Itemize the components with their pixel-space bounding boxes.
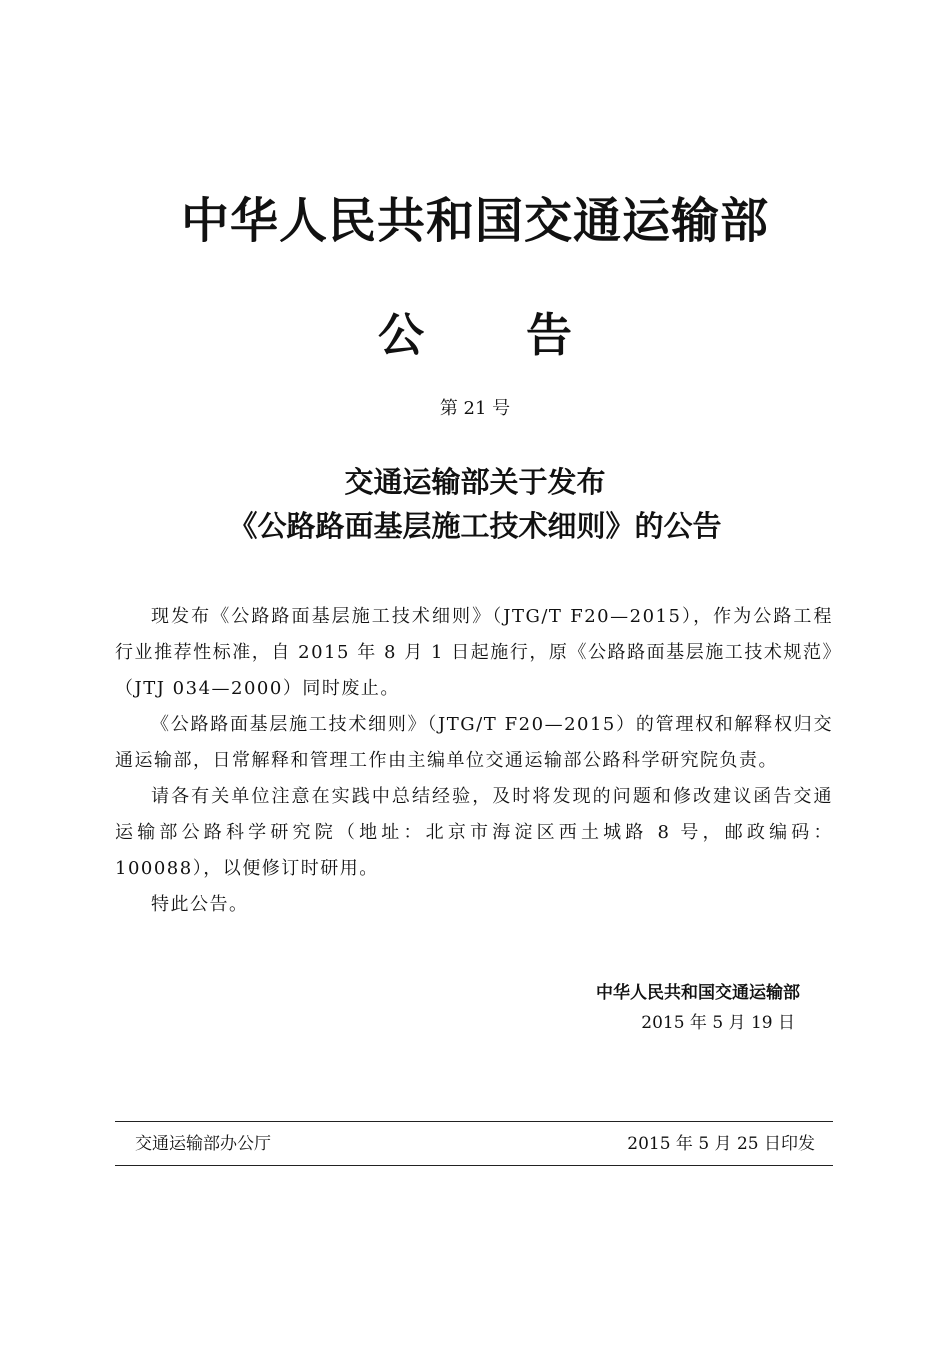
ministry-heading: 中华人民共和国交通运输部 bbox=[180, 193, 769, 249]
body-paragraph-1: 现发布《公路路面基层施工技术细则》（JTG/T F20—2015），作为公路工程行业推荐性标准，自 2015 年 8 月 1 日起施行，原《公路路面基层施工技术规范》（JTJ 034—2000）同时废止。 bbox=[115, 606, 833, 699]
body-paragraph-4: 特此公告。 bbox=[151, 894, 249, 915]
body-paragraph-2: 《公路路面基层施工技术细则》（JTG/T F20—2015）的管理权和解释权归交通运输部，日常解释和管理工作由主编单位交通运输部公路科学研究院负责。 bbox=[115, 714, 833, 771]
footer-issuer: 交通运输部办公厅 bbox=[135, 1134, 271, 1154]
notice-heading: 公告 bbox=[378, 308, 674, 362]
notice-title-line-1: 交通运输部关于发布 bbox=[344, 465, 606, 499]
footer-issue-date: 2015 年 5 月 25 日印发 bbox=[627, 1134, 815, 1154]
signature-date: 2015 年 5 月 19 日 bbox=[641, 1013, 795, 1033]
body-paragraph-3: 请各有关单位注意在实践中总结经验，及时将发现的问题和修改建议函告交通运输部公路科学研究院（地址：北京市海淀区西土城路 8 号，邮政编码：100088），以便修订时研用。 bbox=[115, 786, 833, 879]
footer-bottom-rule bbox=[115, 1165, 833, 1166]
notice-body bbox=[115, 599, 833, 923]
notice-number: 第 21 号 bbox=[439, 398, 511, 419]
signature-organization: 中华人民共和国交通运输部 bbox=[596, 983, 800, 1003]
notice-title-line-2: 《公路路面基层施工技术细则》的公告 bbox=[228, 509, 722, 543]
footer-top-rule bbox=[115, 1121, 833, 1122]
